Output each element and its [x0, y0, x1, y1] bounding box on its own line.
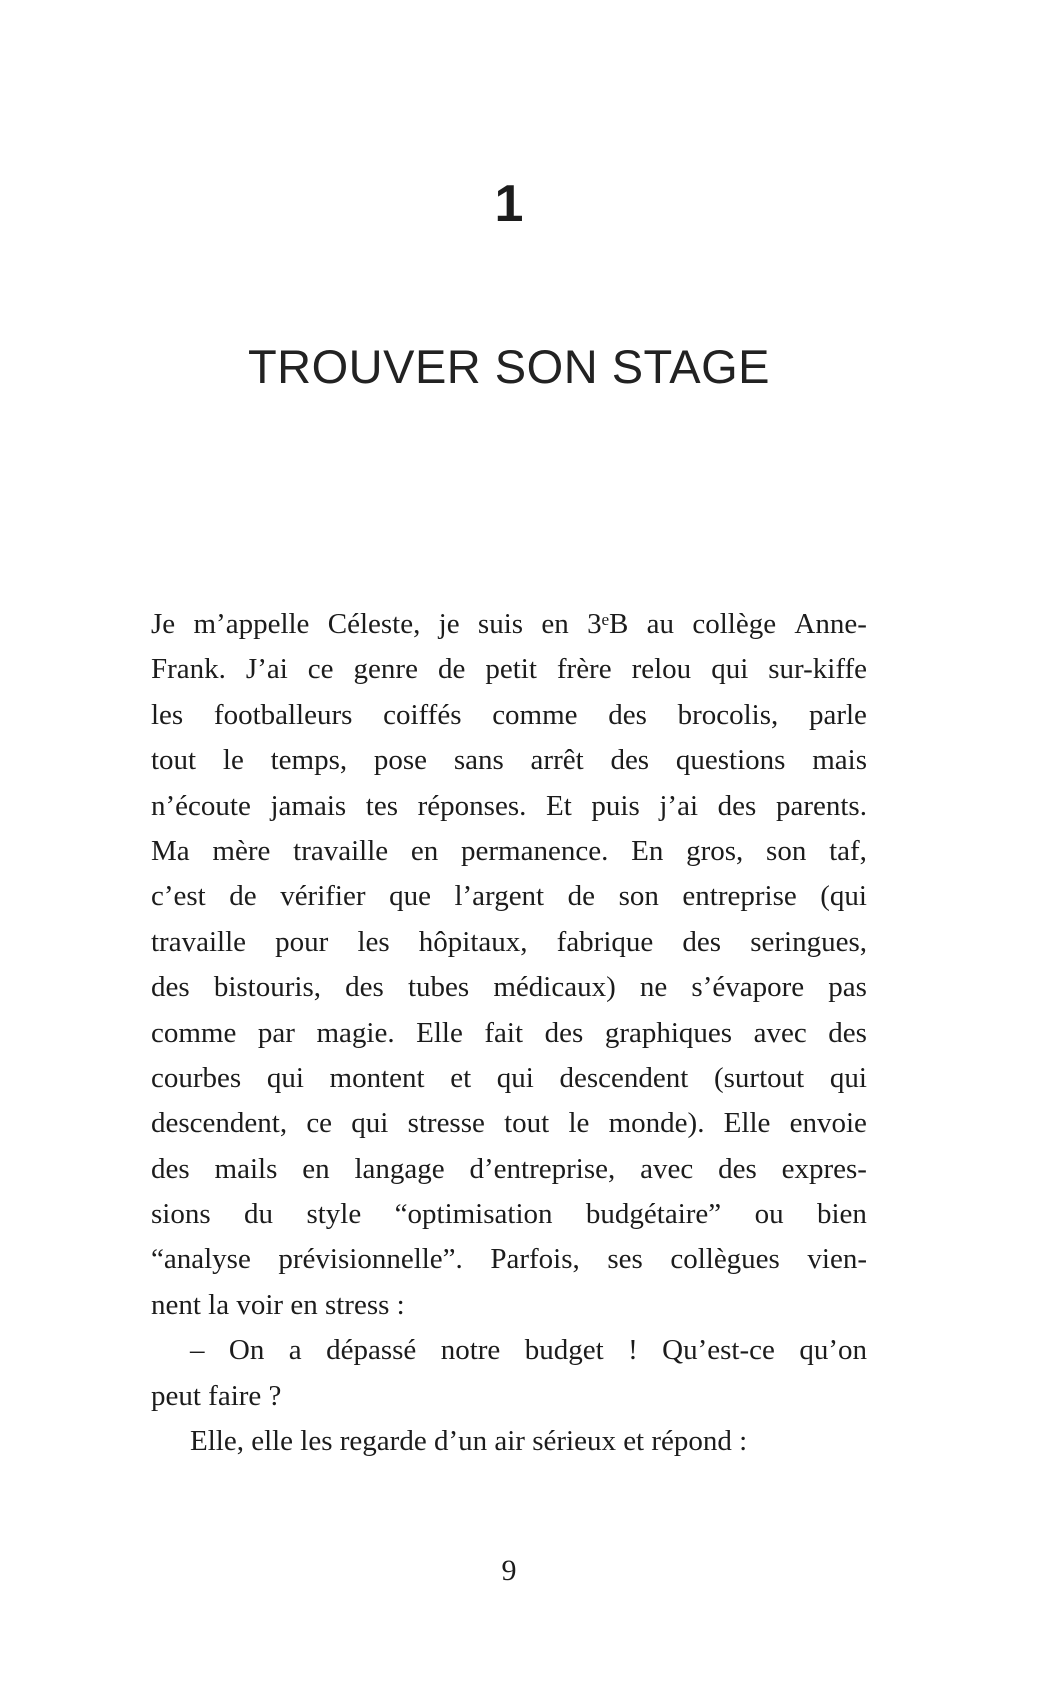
- word: en: [410, 834, 439, 867]
- word: graphiques: [604, 1016, 733, 1049]
- word: des: [828, 1016, 867, 1049]
- word: je: [438, 608, 460, 640]
- word: permanence.: [461, 834, 609, 867]
- word: des: [345, 971, 384, 1004]
- body-line: [151, 1101, 867, 1146]
- word: notre: [440, 1334, 501, 1367]
- body-line: [151, 829, 867, 874]
- word: budget: [524, 1334, 604, 1367]
- word: Qu’est-ce: [662, 1334, 775, 1367]
- word: Céleste,: [327, 608, 421, 640]
- word: magie.: [316, 1016, 395, 1049]
- word: courbes: [151, 1061, 242, 1094]
- word: En: [631, 834, 664, 867]
- word: envoie: [789, 1107, 867, 1140]
- word: par: [257, 1016, 295, 1049]
- body-line: [151, 1328, 867, 1373]
- word: en: [541, 608, 569, 640]
- word: son: [766, 834, 807, 867]
- word: et: [450, 1061, 472, 1094]
- word: taf,: [829, 834, 867, 867]
- word: ses: [607, 1243, 643, 1276]
- word: parents.: [775, 789, 867, 822]
- word: –: [190, 1334, 205, 1367]
- word: n’écoute: [151, 789, 251, 822]
- word: stresse: [407, 1107, 485, 1140]
- word: les: [357, 925, 390, 958]
- word: Ma: [151, 834, 190, 867]
- word: genre: [353, 653, 418, 686]
- word: des: [610, 744, 650, 777]
- word: fait: [484, 1016, 524, 1049]
- word: collègues: [670, 1243, 780, 1276]
- word: puis: [591, 789, 640, 822]
- word: les: [151, 698, 184, 731]
- word: sions: [151, 1198, 211, 1231]
- word: bien: [817, 1198, 867, 1231]
- word: petit: [485, 653, 537, 686]
- word: m’appelle: [193, 608, 310, 640]
- body-line: [151, 874, 867, 919]
- body-line: [151, 1192, 867, 1237]
- word: sur-kiffe: [768, 653, 867, 686]
- word: collège: [692, 608, 777, 640]
- word: Parfois,: [490, 1243, 580, 1276]
- body-line: Elle, elle les regarde d’un air sérieux et répond :: [190, 1425, 748, 1458]
- word: l’argent: [454, 880, 545, 913]
- word: suis: [477, 608, 524, 640]
- word: (qui: [820, 880, 867, 913]
- word: qui: [496, 1061, 534, 1094]
- word: mère: [212, 834, 271, 867]
- word: pose: [373, 744, 428, 777]
- word: questions: [675, 744, 786, 777]
- word: budgétaire”: [585, 1198, 722, 1231]
- word: bistouris,: [213, 971, 321, 1004]
- word: des: [717, 789, 757, 822]
- word: descendent,: [151, 1107, 288, 1140]
- word: Elle: [416, 1016, 463, 1049]
- word: prévisionnelle”.: [278, 1243, 463, 1276]
- word: arrêt: [530, 744, 584, 777]
- word: dépassé: [326, 1334, 417, 1367]
- word: hôpitaux,: [418, 925, 528, 958]
- word: “optimisation: [394, 1198, 553, 1231]
- word: 3ᵉB: [587, 608, 629, 640]
- text-column: [151, 0, 867, 1696]
- word: seringues,: [750, 925, 867, 958]
- body-line: [151, 784, 867, 829]
- word: comme: [151, 1016, 237, 1049]
- word: des: [608, 698, 647, 731]
- word: de: [229, 880, 257, 913]
- word: s’évapore: [691, 971, 805, 1004]
- chapter-number: 1: [494, 175, 524, 233]
- word: J’ai: [245, 653, 288, 686]
- word: entreprise: [682, 880, 797, 913]
- word: du: [244, 1198, 274, 1231]
- word: ce: [306, 1107, 333, 1140]
- word: de: [437, 653, 466, 686]
- body-text: [151, 602, 867, 1464]
- word: (surtout: [713, 1061, 805, 1094]
- word: langage: [354, 1152, 445, 1185]
- word: comme: [492, 698, 578, 731]
- word: tes: [365, 789, 399, 822]
- body-line: [151, 1237, 867, 1282]
- word: travaille: [151, 925, 247, 958]
- word: le: [222, 744, 244, 777]
- word: qui: [351, 1107, 389, 1140]
- word: des: [544, 1016, 584, 1049]
- word: qui: [711, 653, 749, 686]
- word: Je: [151, 608, 176, 640]
- word: qui: [266, 1061, 304, 1094]
- word: sans: [453, 744, 504, 777]
- word: de: [567, 880, 596, 913]
- word: Et: [546, 789, 572, 822]
- page-number: 9: [501, 1554, 517, 1587]
- word: qu’on: [799, 1334, 867, 1367]
- body-line: peut faire ?: [151, 1379, 282, 1412]
- word: c’est: [151, 880, 206, 913]
- body-line: [151, 1056, 867, 1101]
- word: Elle: [723, 1107, 771, 1140]
- body-line: [151, 693, 867, 738]
- word: relou: [631, 653, 692, 686]
- word: monde).: [608, 1107, 705, 1140]
- word: le: [568, 1107, 590, 1140]
- word: travaille: [293, 834, 389, 867]
- word: fabrique: [556, 925, 654, 958]
- word: frère: [556, 653, 612, 686]
- body-line: nent la voir en stress :: [151, 1288, 405, 1321]
- word: ne: [639, 971, 668, 1004]
- word: tout: [504, 1107, 550, 1140]
- word: avec: [640, 1152, 694, 1185]
- word: ce: [307, 653, 334, 686]
- word: mais: [812, 744, 867, 777]
- word: temps,: [270, 744, 348, 777]
- word: avec: [753, 1016, 807, 1049]
- word: a: [288, 1334, 302, 1367]
- word: au: [646, 608, 675, 640]
- word: tout: [151, 744, 197, 777]
- word: son: [618, 880, 659, 913]
- word: pas: [828, 971, 867, 1004]
- word: qui: [829, 1061, 867, 1094]
- word: Anne-: [794, 608, 867, 640]
- word: coiffés: [383, 698, 462, 731]
- word: des: [718, 1152, 757, 1185]
- word: des: [151, 1152, 190, 1185]
- word: vérifier: [280, 880, 366, 913]
- word: j’ai: [659, 789, 699, 822]
- word: mails: [214, 1152, 278, 1185]
- word: “analyse: [151, 1243, 251, 1276]
- word: en: [302, 1152, 330, 1185]
- word: d’entreprise,: [469, 1152, 616, 1185]
- word: des: [682, 925, 722, 958]
- word: !: [628, 1334, 638, 1367]
- chapter-title: TROUVER SON STAGE: [247, 340, 771, 393]
- word: médicaux): [493, 971, 616, 1004]
- body-line: [151, 920, 867, 965]
- body-line: [151, 965, 867, 1010]
- word: ou: [754, 1198, 784, 1231]
- word: descendent: [559, 1061, 689, 1094]
- word: On: [228, 1334, 265, 1367]
- word: expres-: [781, 1152, 867, 1185]
- word: des: [151, 971, 190, 1004]
- word: footballeurs: [213, 698, 353, 731]
- word: brocolis,: [677, 698, 779, 731]
- body-line: [151, 738, 867, 783]
- word: style: [306, 1198, 362, 1231]
- word: tubes: [407, 971, 470, 1004]
- word: jamais: [270, 789, 347, 822]
- word: pour: [275, 925, 329, 958]
- word: parle: [808, 698, 867, 731]
- word: que: [389, 880, 431, 913]
- body-line: [151, 647, 867, 692]
- body-line: [151, 1011, 867, 1056]
- word: vien-: [807, 1243, 867, 1276]
- body-line: [151, 1147, 867, 1192]
- word: Frank.: [151, 653, 226, 686]
- word: gros,: [686, 834, 744, 867]
- word: réponses.: [417, 789, 527, 822]
- body-line: [151, 602, 867, 647]
- word: montent: [329, 1061, 425, 1094]
